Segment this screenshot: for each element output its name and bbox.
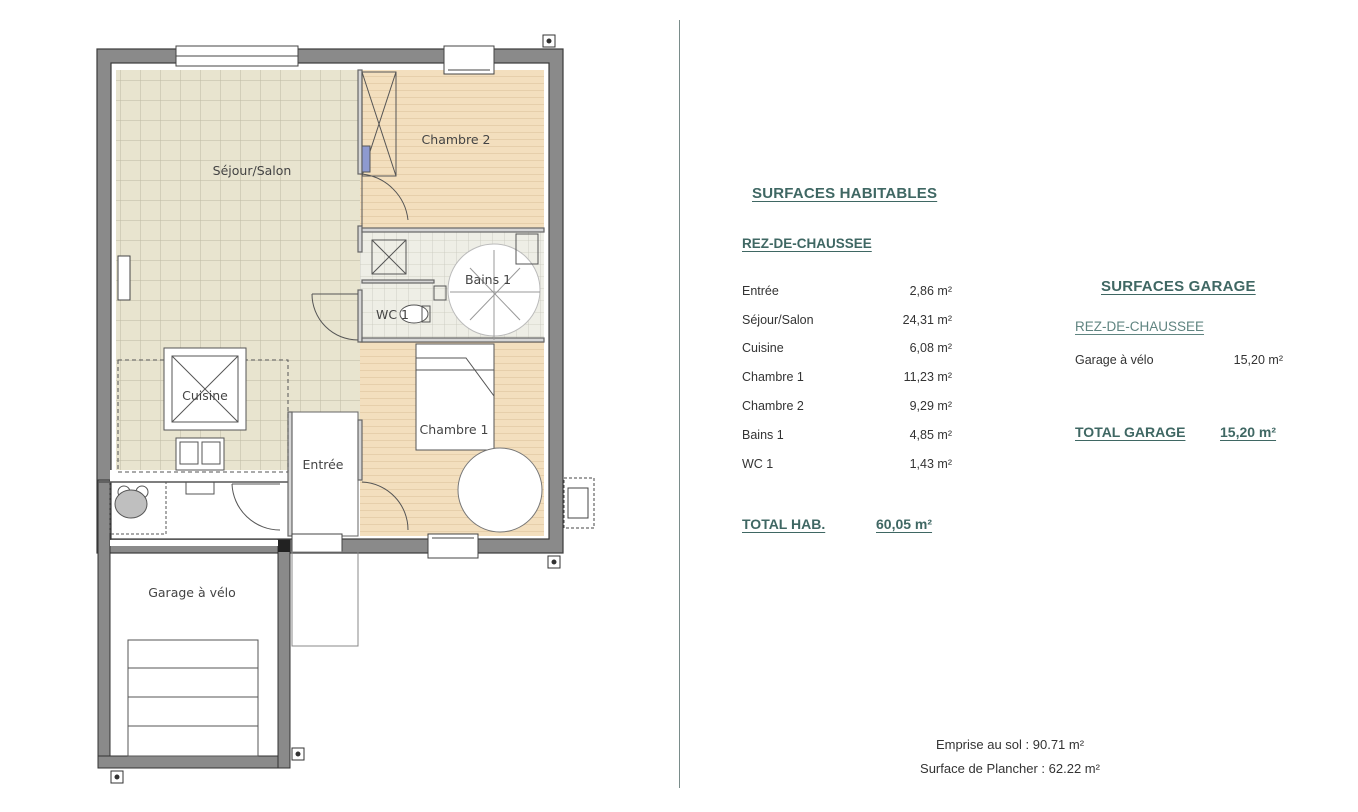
surface-value: 11,23 m²	[903, 370, 952, 384]
surface-row	[742, 399, 952, 413]
habitables-total-value: 60,05 m²	[876, 516, 933, 532]
surface-name: Chambre 2	[742, 399, 804, 413]
surface-value: 6,08 m²	[909, 341, 952, 355]
garage-total-value: 15,20 m²	[1220, 424, 1277, 440]
room-label-entree: Entrée	[302, 457, 344, 472]
surface-row	[742, 284, 952, 298]
garage-name: Garage à vélo	[1075, 353, 1154, 367]
garage-title: SURFACES GARAGE	[1101, 278, 1256, 295]
surface-row	[742, 370, 952, 384]
room-label-sejour: Séjour/Salon	[212, 163, 292, 178]
garage-level: REZ-DE-CHAUSSEE	[1075, 319, 1205, 334]
surface-row	[742, 457, 952, 471]
surface-value: 9,29 m²	[909, 399, 952, 413]
garage-row	[1075, 353, 1283, 367]
room-label-cuisine: Cuisine	[182, 388, 228, 403]
surface-row	[742, 313, 952, 327]
habitables-title: SURFACES HABITABLES	[752, 185, 938, 202]
room-label-wc: WC 1	[376, 307, 410, 322]
surface-value: 4,85 m²	[909, 428, 952, 442]
surface-name: Chambre 1	[742, 370, 804, 384]
panel-divider	[679, 20, 680, 788]
surface-name: Entrée	[742, 284, 779, 298]
room-label-chambre1: Chambre 1	[419, 422, 489, 437]
surface-name: Cuisine	[742, 341, 784, 355]
surface-name: Séjour/Salon	[742, 313, 814, 327]
surface-de-plancher: Surface de Plancher : 62.22 m²	[920, 761, 1100, 776]
room-label-garage: Garage à vélo	[148, 585, 236, 600]
entree-floor	[290, 412, 358, 536]
room-label-bains: Bains 1	[464, 272, 512, 287]
surface-value: 24,31 m²	[902, 313, 952, 327]
surface-name: WC 1	[742, 457, 774, 471]
surface-value: 2,86 m²	[909, 284, 952, 298]
surface-row	[742, 341, 952, 355]
habitables-level: REZ-DE-CHAUSSEE	[742, 236, 872, 251]
garage-value: 15,20 m²	[1233, 353, 1283, 367]
emprise-au-sol: Emprise au sol : 90.71 m²	[935, 737, 1085, 752]
surface-value: 1,43 m²	[909, 457, 952, 471]
surface-name: Bains 1	[742, 428, 784, 442]
surface-row	[742, 428, 952, 442]
room-label-chambre2: Chambre 2	[421, 132, 491, 147]
garage-total-label: TOTAL GARAGE	[1075, 424, 1186, 440]
habitables-total-label: TOTAL HAB.	[742, 516, 826, 532]
